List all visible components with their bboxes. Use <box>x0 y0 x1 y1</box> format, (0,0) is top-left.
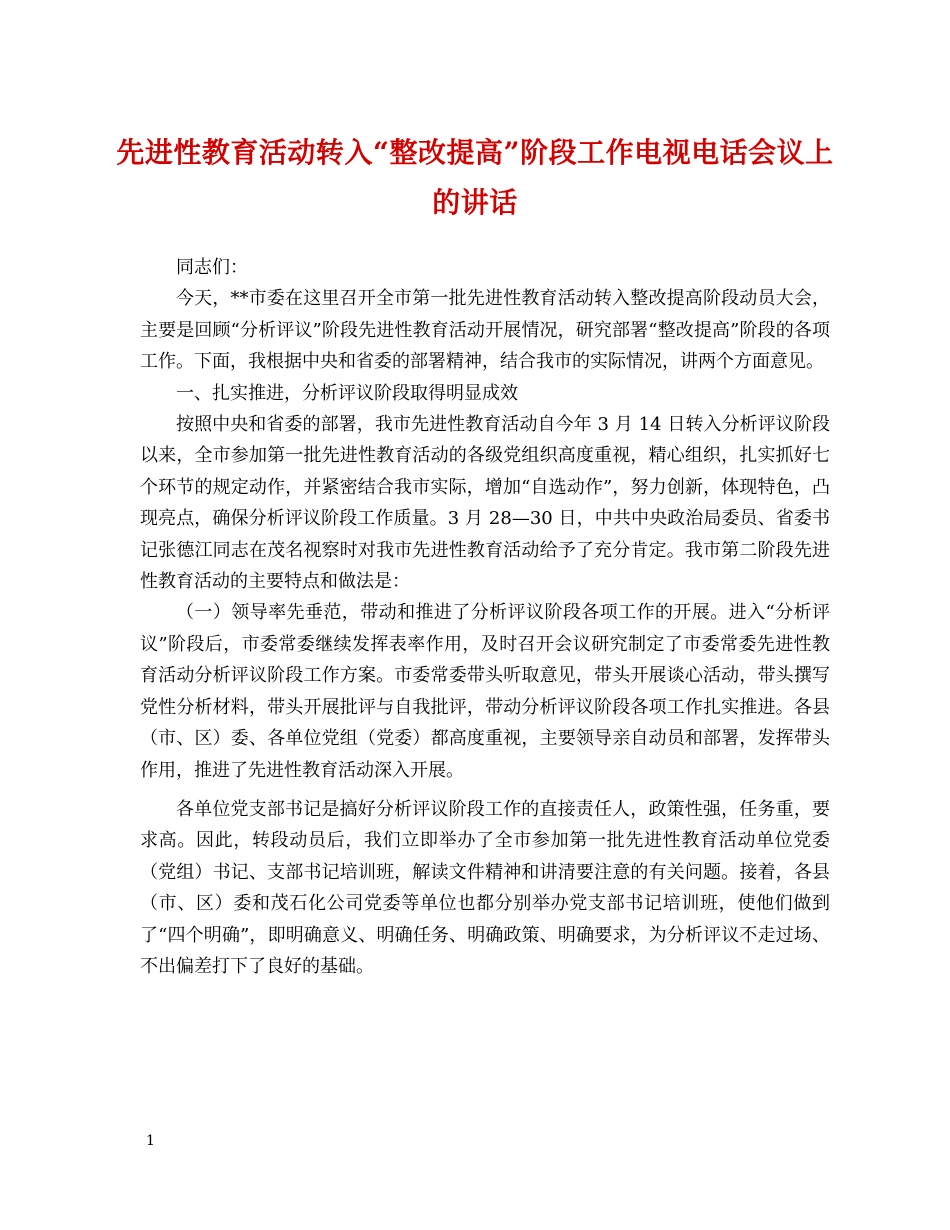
salutation: 同志们： <box>176 257 248 278</box>
paragraph-intro: 今天，**市委在这里召开全市第一批先进性教育活动转入整改提高阶段动员大会，主要是回顾“分析评议”阶段先进性教育活动开展情况，研究部署“整改提高”阶段的各项工作。下面，我根据中央和省委的部署精神，结合我市的实际情况，讲两个方面意见。 <box>140 288 830 373</box>
paragraph: 按照中央和省委的部署，我市先进性教育活动自今年 3 月 14 日转入分析评议阶段以来，全市参加第一批先进性教育活动的各级党组织高度重视，精心组织，扎实抓好七个环节的规定动作，并紧密结合我市实际，增加“自选动作”，努力创新，体现特色，凸现亮点，确保分析评议阶段工作质量。3 月 28—30 日，中共中央政治局委员、省委书记张德江同志在茂名视察时对我市先进性教育活动给予了充分肯定。我市第二阶段先进性教育活动的主要特点和做法是： <box>140 414 830 593</box>
document-title: 先进性教育活动转入“整改提高”阶段工作电视电话会议上的讲话 <box>116 136 834 219</box>
page-number: 1 <box>146 1133 155 1149</box>
paragraph: （一）领导率先垂范，带动和推进了分析评议阶段各项工作的开展。进入“分析评议”阶段后，市委常委继续发挥表率作用，及时召开会议研究制定了市委常委先进性教育活动分析评议阶段工作方案。市委常委带头听取意见，带头开展谈心活动，带头撰写党性分析材料，带头开展批评与自我批评，带动分析评议阶段各项工作扎实推进。各县（市、区）委、各单位党组（党委）都高度重视，主要领导亲自动员和部署，发挥带头作用，推进了先进性教育活动深入开展。 <box>140 602 830 781</box>
section-heading: 一、扎实推进，分析评议阶段取得明显成效 <box>176 382 518 404</box>
document-body <box>140 252 830 982</box>
paragraph: 各单位党支部书记是搞好分析评议阶段工作的直接责任人，政策性强，任务重，要求高。因此，转段动员后，我们立即举办了全市参加第一批先进性教育活动单位党委（党组）书记、支部书记培训班，解读文件精神和讲清要注意的有关问题。接着，各县（市、区）委和茂石化公司党委等单位也都分别举办党支部书记培训班，使他们做到了“四个明确”，即明确意义、明确任务、明确政策、明确要求，为分析评议不走过场、不出偏差打下了良好的基础。 <box>140 798 830 977</box>
